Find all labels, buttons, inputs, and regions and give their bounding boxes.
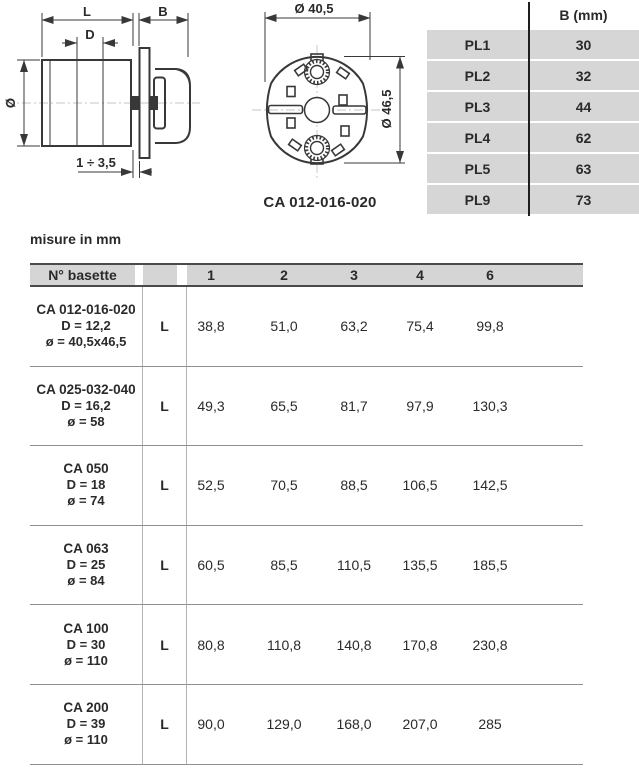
value-cell: 170,8 — [402, 636, 438, 653]
pl-value: 62 — [575, 129, 592, 146]
model-name: CA 200 — [63, 700, 109, 716]
table-row — [427, 30, 639, 59]
value-cell: 63,2 — [340, 318, 368, 335]
pl-label: PL5 — [464, 160, 491, 177]
units-note: misure in mm — [30, 231, 122, 247]
pl-label: PL1 — [464, 36, 491, 53]
header-n-basette: N° basette — [30, 265, 135, 285]
value-cell: 88,5 — [340, 477, 368, 494]
pl-label: PL9 — [464, 191, 491, 208]
table-row — [427, 61, 639, 90]
model-d: D = 12,2 — [61, 318, 111, 334]
table-row — [427, 154, 639, 183]
model-diameter: ø = 58 — [67, 413, 105, 429]
value-cell: 85,5 — [270, 557, 298, 574]
front-view-drawing — [220, 0, 420, 192]
value-cell: 81,7 — [340, 397, 368, 414]
pl-value: 44 — [575, 98, 592, 115]
model-name: CA 012-016-020 — [36, 302, 136, 318]
value-cell: 90,0 — [197, 716, 225, 733]
dimensions-table — [30, 263, 583, 765]
value-cell: 97,9 — [406, 397, 434, 414]
table-row — [30, 605, 583, 685]
value-cell: 168,0 — [336, 716, 372, 733]
column-header: 2 — [280, 267, 288, 283]
value-cell: 38,8 — [197, 318, 225, 335]
pl-label: PL4 — [464, 129, 491, 146]
pl-header-b-mm: B (mm) — [559, 7, 608, 23]
value-cell: 80,8 — [197, 636, 225, 653]
value-cell: 52,5 — [197, 477, 225, 494]
table-row — [427, 92, 639, 121]
pl-b-table — [427, 0, 639, 216]
value-cell: 60,5 — [197, 557, 225, 574]
dim-symbol: L — [143, 446, 187, 525]
model-d: D = 39 — [66, 716, 106, 732]
column-header: 3 — [350, 267, 358, 283]
pl-value: 73 — [575, 191, 592, 208]
table-row — [30, 367, 583, 447]
pl-label: PL3 — [464, 98, 491, 115]
value-cell: 142,5 — [472, 477, 508, 494]
model-diameter: ø = 84 — [67, 573, 105, 589]
table-row — [30, 685, 583, 765]
model-name: CA 050 — [63, 461, 109, 477]
dim-symbol: L — [143, 367, 187, 446]
pl-label: PL2 — [464, 67, 491, 84]
value-cell: 51,0 — [270, 318, 298, 335]
value-cell: 110,5 — [337, 557, 371, 574]
value-cell: 207,0 — [402, 716, 438, 733]
value-cell: 230,8 — [472, 636, 508, 653]
dim-label-b: B — [158, 4, 168, 19]
mounting-screw-top — [305, 60, 330, 85]
table-row — [427, 185, 639, 214]
knob — [155, 69, 190, 143]
pl-table-header — [427, 0, 639, 30]
value-cell: 49,3 — [197, 397, 225, 414]
center-hole — [305, 98, 330, 123]
value-cell: 99,8 — [476, 318, 504, 335]
value-cell: 140,8 — [336, 636, 372, 653]
pl-value: 30 — [575, 36, 592, 53]
dim-label-width: Ø 40,5 — [294, 1, 334, 16]
table-row — [30, 526, 583, 606]
dim-symbol: L — [143, 287, 187, 366]
model-diameter: ø = 110 — [64, 732, 108, 748]
dim-symbol: L — [143, 605, 187, 684]
front-view-caption: CA 012-016-020 — [263, 194, 377, 211]
column-header: 4 — [416, 267, 424, 283]
slot-left — [269, 106, 303, 114]
value-cell: 185,5 — [472, 557, 508, 574]
table-row — [30, 446, 583, 526]
model-d: D = 30 — [66, 636, 106, 652]
value-cell: 135,5 — [402, 557, 438, 574]
model-d: D = 18 — [66, 477, 106, 493]
header-l-column — [143, 265, 177, 285]
value-cell: 129,0 — [266, 716, 302, 733]
column-header: 6 — [486, 267, 494, 283]
value-cell: 106,5 — [402, 477, 438, 494]
dim-symbol: L — [143, 526, 187, 605]
pl-value: 63 — [575, 160, 592, 177]
value-cell: 110,8 — [267, 636, 301, 653]
dim-symbol: L — [143, 685, 187, 764]
model-diameter: ø = 40,5x46,5 — [45, 334, 127, 350]
value-cell: 75,4 — [406, 318, 434, 335]
dim-label-diameter: Ø — [3, 97, 18, 109]
pl-table-divider — [528, 2, 530, 216]
value-cell: 285 — [478, 716, 502, 733]
model-name: CA 100 — [63, 620, 109, 636]
model-name: CA 063 — [63, 541, 109, 557]
value-cell: 130,3 — [472, 397, 508, 414]
table-row — [427, 123, 639, 152]
table-row — [30, 287, 583, 367]
column-header: 1 — [207, 267, 215, 283]
dim-label-panel-thickness: 1 ÷ 3,5 — [76, 155, 116, 170]
model-d: D = 25 — [66, 557, 106, 573]
dim-label-l: L — [83, 4, 91, 19]
dim-label-height: Ø 46,5 — [379, 89, 394, 129]
model-diameter: ø = 110 — [64, 652, 108, 668]
side-view-drawing — [0, 0, 212, 192]
dim-label-d: D — [85, 27, 95, 42]
model-name: CA 025-032-040 — [36, 381, 136, 397]
table-header-row — [30, 263, 583, 287]
pl-value: 32 — [575, 67, 592, 84]
value-cell: 70,5 — [270, 477, 298, 494]
value-cell: 65,5 — [270, 397, 298, 414]
mounting-screw-bottom — [305, 136, 330, 161]
model-diameter: ø = 74 — [67, 493, 105, 509]
model-d: D = 16,2 — [61, 397, 111, 413]
